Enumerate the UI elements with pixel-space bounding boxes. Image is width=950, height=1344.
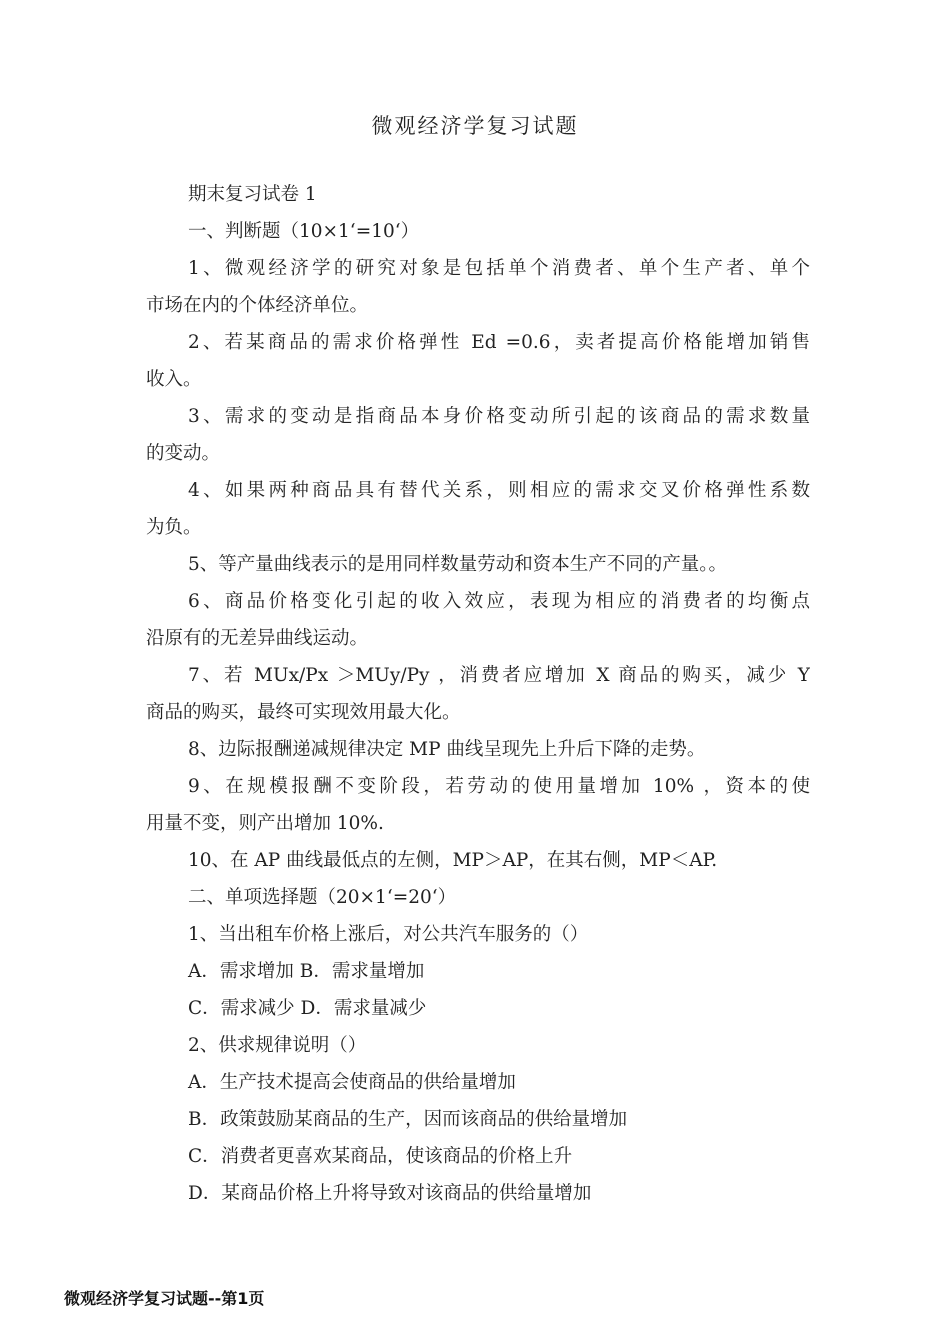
text-line: C．消费者更喜欢某商品，使该商品的价格上升: [188, 1146, 573, 1167]
text-line: 8、边际报酬递减规律决定 MP 曲线呈现先上升后下降的走势。: [188, 739, 706, 760]
text-line: 1、微观经济学的研究对象是包括单个消费者、单个生产者、单个: [188, 258, 810, 279]
text-line: 5、等产量曲线表示的是用同样数量劳动和资本生产不同的产量。。: [188, 554, 728, 575]
text-line: 的变动。: [146, 443, 221, 464]
text-line: 期末复习试卷 1: [188, 184, 317, 205]
text-line: 二、单项选择题（20×1‘=20‘）: [188, 887, 457, 908]
text-line: D．某商品价格上升将导致对该商品的供给量增加: [188, 1183, 592, 1204]
text-line: 一、判断题（10×1‘=10‘）: [188, 221, 420, 242]
text-line: 2、供求规律说明（）: [188, 1035, 367, 1056]
text-line: 10、在 AP 曲线最低点的左侧，MP＞AP，在其右侧，MP＜AP.: [188, 850, 718, 871]
text-line: 用量不变，则产出增加 10%.: [146, 813, 384, 834]
text-line: 3、需求的变动是指商品本身价格变动所引起的该商品的需求数量: [188, 406, 810, 427]
text-line: 为负。: [146, 517, 202, 538]
text-line: A．需求增加 B．需求量增加: [188, 961, 425, 982]
page-footer: 微观经济学复习试题--第1页: [64, 1289, 265, 1308]
page-title: 微观经济学复习试题: [371, 114, 579, 138]
text-line: 商品的购买，最终可实现效用最大化。: [146, 702, 461, 723]
text-line: 2、若某商品的需求价格弹性 Ed =0.6，卖者提高价格能增加销售: [188, 332, 810, 353]
text-line: 7、若 MUx/Px ＞MUy/Py ，消费者应增加 X 商品的购买，减少 Y: [188, 665, 810, 686]
text-line: B．政策鼓励某商品的生产，因而该商品的供给量增加: [188, 1109, 628, 1130]
text-line: 1、当出租车价格上涨后，对公共汽车服务的（）: [188, 924, 589, 945]
text-line: 9、在规模报酬不变阶段，若劳动的使用量增加 10% ，资本的使: [188, 776, 810, 797]
text-line: 4、如果两种商品具有替代关系，则相应的需求交叉价格弹性系数: [188, 480, 810, 501]
text-line: 市场在内的个体经济单位。: [146, 295, 369, 316]
text-line: 收入。: [146, 369, 202, 390]
text-line: 6、商品价格变化引起的收入效应，表现为相应的消费者的均衡点: [188, 591, 810, 612]
document-body: [146, 176, 810, 1212]
text-line: C．需求减少 D．需求量减少: [188, 998, 427, 1019]
text-line: 沿原有的无差异曲线运动。: [146, 628, 369, 649]
text-line: A．生产技术提高会使商品的供给量增加: [188, 1072, 516, 1093]
